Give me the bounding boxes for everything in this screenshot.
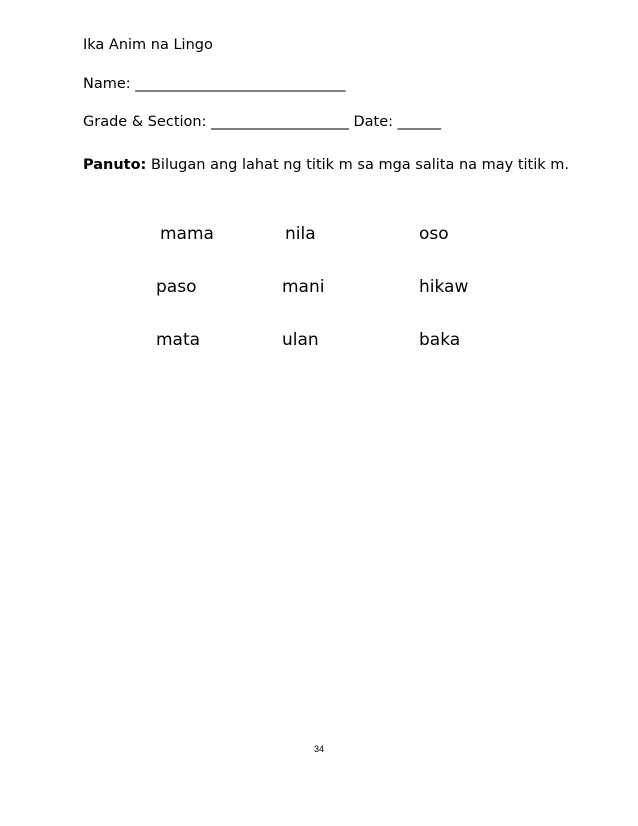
- grade-section-date-line: Grade & Section: ___________________ Date: ______: [83, 114, 442, 130]
- word-item: mata: [156, 330, 201, 350]
- word-item: oso: [419, 224, 449, 244]
- instructions-label: Panuto:: [83, 157, 147, 173]
- word-item: hikaw: [419, 277, 469, 297]
- word-item: mani: [282, 277, 325, 297]
- instructions: [83, 153, 583, 177]
- worksheet-title: Ika Anim na Lingo: [83, 37, 213, 53]
- word-item: nila: [285, 224, 316, 244]
- instructions-text: Bilugan ang lahat ng titik m sa mga salita na may titik m.: [146, 157, 570, 173]
- name-line: Name: _____________________________: [83, 76, 346, 92]
- word-item: ulan: [282, 330, 319, 350]
- word-item: baka: [419, 330, 461, 350]
- word-item: paso: [156, 277, 197, 297]
- page-number: 34: [313, 744, 324, 754]
- word-item: mama: [160, 224, 214, 244]
